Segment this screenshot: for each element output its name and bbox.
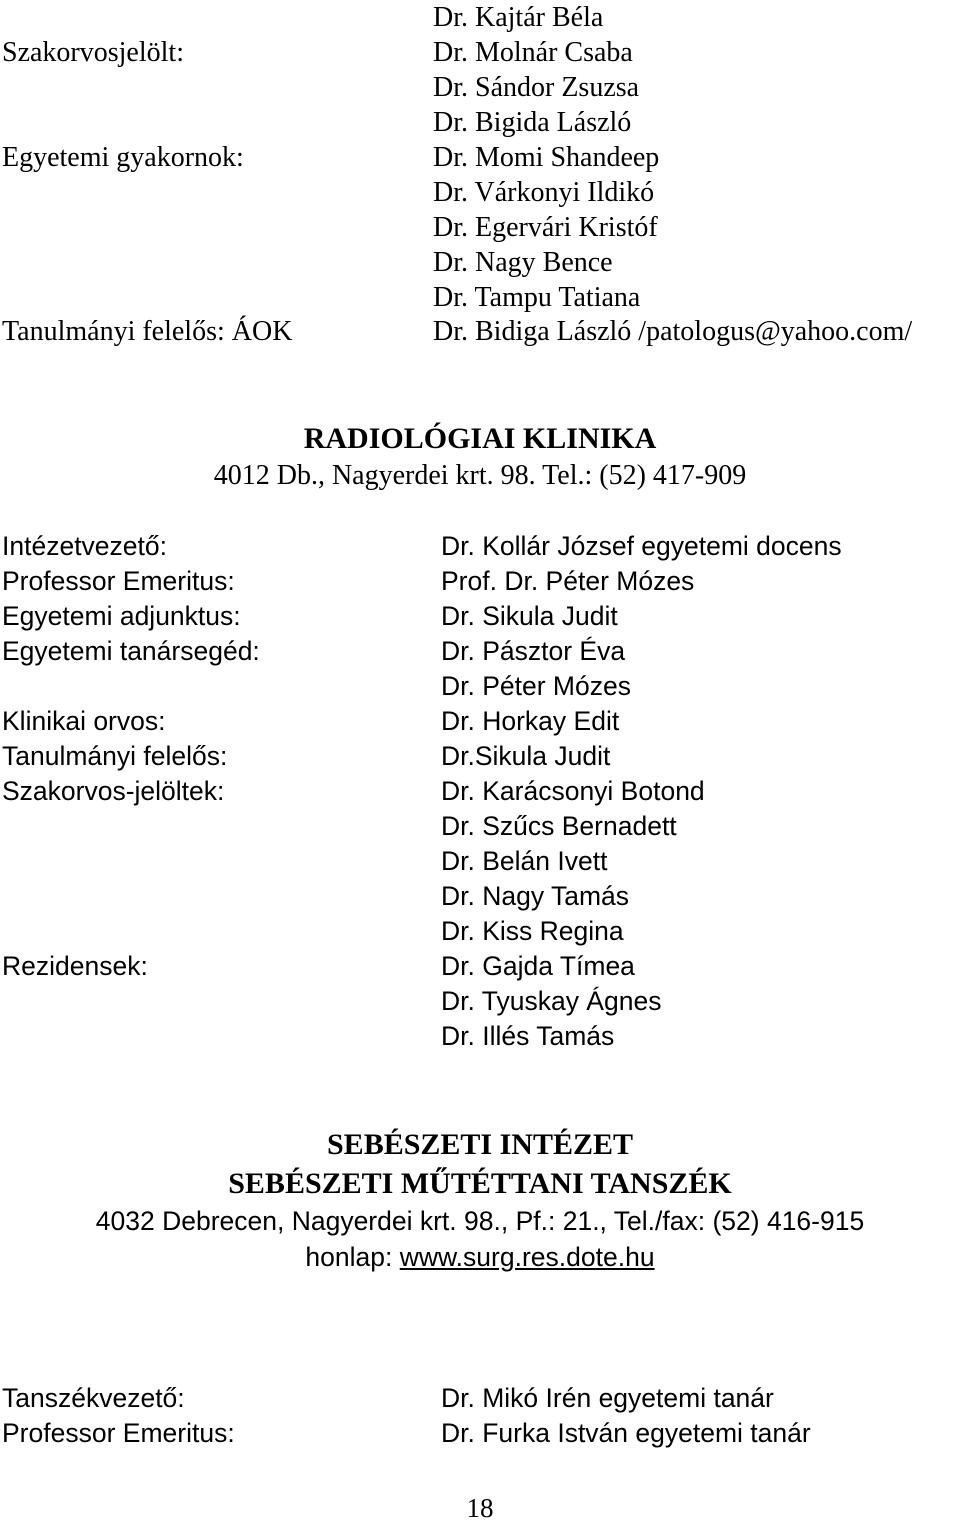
role-label: Szakorvosjelölt: <box>2 37 184 68</box>
role-label: Klinikai orvos: <box>2 706 166 736</box>
staff-row <box>0 175 960 210</box>
staff-row <box>0 914 960 949</box>
staff-row <box>0 704 960 739</box>
staff-name: Dr. Sikula Judit <box>441 601 618 631</box>
staff-row <box>0 70 960 105</box>
staff-name: Dr. Nagy Bence <box>433 247 613 278</box>
staff-name: Dr. Momi Shandeep <box>433 142 660 173</box>
staff-name: Dr. Várkonyi Ildikó <box>433 177 655 208</box>
section-address: 4032 Debrecen, Nagyerdei krt. 98., Pf.: 21., Tel./fax: (52) 416-915 <box>95 1206 865 1236</box>
staff-name: Dr. Tyuskay Ágnes <box>441 986 662 1016</box>
section-title: RADIOLÓGIAI KLINIKA <box>303 422 657 455</box>
staff-row <box>0 739 960 774</box>
staff-name: Dr. Kollár József egyetemi docens <box>441 531 842 561</box>
staff-row <box>0 949 960 984</box>
staff-row <box>0 844 960 879</box>
staff-row <box>0 529 960 564</box>
role-label: Tanulmányi felelős: <box>2 741 228 771</box>
staff-row <box>0 1381 960 1416</box>
role-label: Tanszékvezető: <box>2 1383 185 1413</box>
role-label: Egyetemi tanársegéd: <box>2 636 260 666</box>
homepage-link[interactable]: www.surg.res.dote.hu <box>399 1242 655 1272</box>
staff-name: Dr. Bidiga László /patologus@yahoo.com/ <box>433 316 913 347</box>
section-subtitle: SEBÉSZETI MŰTÉTTANI TANSZÉK <box>228 1167 732 1200</box>
staff-row <box>0 105 960 140</box>
staff-name: Dr. Egervári Kristóf <box>433 212 658 243</box>
staff-row <box>0 1416 960 1451</box>
staff-name: Dr. Sándor Zsuzsa <box>433 72 640 103</box>
page-number: 18 <box>466 1493 494 1523</box>
staff-name: Dr. Gajda Tímea <box>441 951 635 981</box>
staff-row <box>0 1019 960 1054</box>
staff-row <box>0 669 960 704</box>
role-label: Intézetvezető: <box>2 531 167 561</box>
staff-name: Dr. Belán Ivett <box>441 846 608 876</box>
role-label: Professor Emeritus: <box>2 1418 235 1448</box>
staff-row <box>0 280 960 315</box>
staff-row <box>0 809 960 844</box>
staff-row <box>0 879 960 914</box>
role-label: Rezidensek: <box>2 951 148 981</box>
staff-name: Dr. Tampu Tatiana <box>433 282 641 313</box>
role-label: Tanulmányi felelős: ÁOK <box>2 316 293 347</box>
role-label: Egyetemi gyakornok: <box>2 142 244 173</box>
staff-name: Dr. Szűcs Bernadett <box>441 811 677 841</box>
staff-name: Dr. Nagy Tamás <box>441 881 630 911</box>
staff-row <box>0 210 960 245</box>
staff-name: Dr. Pásztor Éva <box>441 636 626 666</box>
staff-name: Dr. Furka István egyetemi tanár <box>441 1418 811 1448</box>
staff-name: Dr. Péter Mózes <box>441 671 631 701</box>
staff-row <box>0 634 960 669</box>
staff-row <box>0 984 960 1019</box>
staff-name: Dr. Molnár Csaba <box>433 37 633 68</box>
staff-name: Dr. Bigida László <box>433 107 632 138</box>
staff-row <box>0 564 960 599</box>
staff-name: Dr. Illés Tamás <box>441 1021 615 1051</box>
staff-name: Dr. Mikó Irén egyetemi tanár <box>441 1383 774 1413</box>
role-label: Egyetemi adjunktus: <box>2 601 241 631</box>
staff-row <box>0 140 960 175</box>
role-label: Szakorvos-jelöltek: <box>2 776 225 806</box>
role-label: Professor Emeritus: <box>2 566 235 596</box>
staff-row <box>0 774 960 809</box>
staff-row <box>0 0 960 35</box>
staff-name: Dr.Sikula Judit <box>441 741 611 771</box>
staff-name: Dr. Kajtár Béla <box>433 2 604 33</box>
staff-name: Dr. Karácsonyi Botond <box>441 776 705 806</box>
staff-name: Dr. Horkay Edit <box>441 706 620 736</box>
staff-row <box>0 599 960 634</box>
homepage-line <box>0 1240 960 1275</box>
staff-name: Dr. Kiss Regina <box>441 916 624 946</box>
staff-row <box>0 314 960 349</box>
section-title: SEBÉSZETI INTÉZET <box>327 1128 633 1161</box>
staff-row <box>0 245 960 280</box>
section-address: 4012 Db., Nagyerdei krt. 98. Tel.: (52) 417-909 <box>213 460 747 491</box>
staff-row <box>0 35 960 70</box>
staff-name: Prof. Dr. Péter Mózes <box>441 566 695 596</box>
homepage-label: honlap: <box>305 1242 400 1272</box>
